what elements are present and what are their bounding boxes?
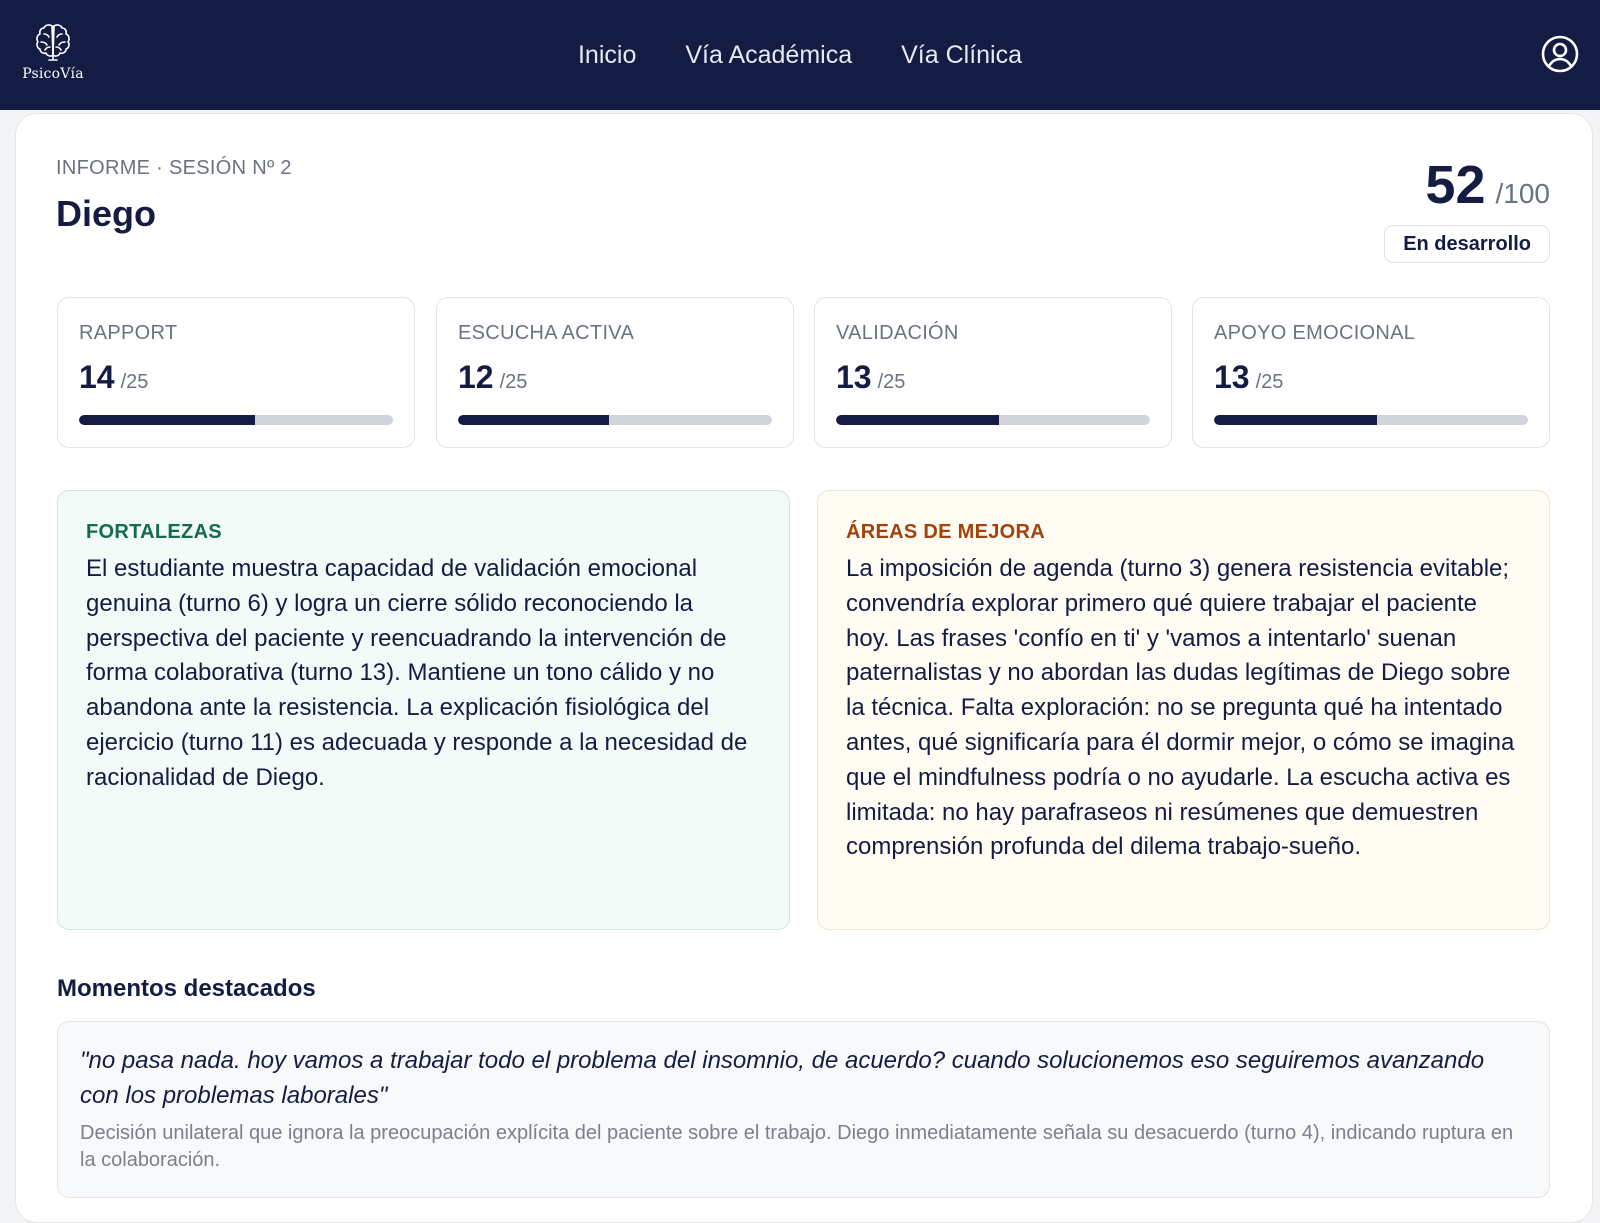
nav-link-via-clinica[interactable]: Vía Clínica <box>901 40 1023 69</box>
highlight-quote: "no pasa nada. hoy vamos a trabajar todo el problema del insomnio, de acuerdo? cuando solucionemos eso seguiremos avanzando con los problemas laborales" <box>80 1047 1485 1109</box>
student-name: Diego <box>56 193 157 234</box>
metric-progress-bar <box>458 415 772 425</box>
highlight-moment-card <box>57 1021 1550 1198</box>
metric-value: 13 <box>836 359 872 395</box>
metric-max: /25 <box>499 371 528 393</box>
nav-link-via-academica[interactable]: Vía Académica <box>685 40 853 69</box>
metric-max: /25 <box>120 371 149 393</box>
main-menu <box>0 0 1600 110</box>
metric-progress-bar <box>1214 415 1528 425</box>
metric-score <box>458 359 527 396</box>
report-eyebrow: INFORME · SESIÓN Nº 2 <box>56 157 292 179</box>
improvements-panel <box>817 490 1550 930</box>
metric-value: 12 <box>458 359 494 395</box>
metric-score <box>1214 359 1283 396</box>
metric-label: APOYO EMOCIONAL <box>1214 322 1416 344</box>
strengths-text: El estudiante muestra capacidad de validación emocional genuina (turno 6) y logra un cierre sólido reconociendo la perspectiva del paciente y reencuadrando la intervención de forma colaborativa (turno 13). Mantiene un tono cálido y no abandona ante la resistencia. La explicación fisiológica del ejercicio (turno 11) es adecuada y responde a la necesidad de racionalidad de Diego. <box>86 555 748 791</box>
metric-card-apoyo-emocional <box>1192 297 1550 448</box>
user-menu-button[interactable] <box>1540 34 1580 74</box>
improvements-text: La imposición de agenda (turno 3) genera resistencia evitable; convendría explorar primero qué quiere trabajar el paciente hoy. Las frases 'confío en ti' y 'vamos a intentarlo' suenan paternalistas y no abordan las dudas legítimas de Diego sobre la técnica. Falta exploración: no se pregunta qué ha intentado antes, qué significaría para él dormir mejor, o cómo se imagina que el mindfulness podría o no ayudarle. La escucha activa es limitada: no hay parafraseos ni resúmenes que demuestren comprensión profunda del dilema trabajo-sueño. <box>846 555 1515 861</box>
metric-score <box>79 359 148 396</box>
top-navigation <box>0 0 1600 110</box>
metric-label: VALIDACIÓN <box>836 322 959 344</box>
metric-max: /25 <box>1255 371 1284 393</box>
metric-value: 14 <box>79 359 115 395</box>
total-score-value: 52 <box>1425 155 1486 215</box>
improvements-title: ÁREAS DE MEJORA <box>846 521 1045 543</box>
metric-progress-fill <box>79 415 255 425</box>
highlight-note: Decisión unilateral que ignora la preocupación explícita del paciente sobre el trabajo. Diego inmediatamente señala su desacuerdo (turno 4), indicando ruptura en la colaboración. <box>80 1121 1514 1171</box>
strengths-panel <box>57 490 790 930</box>
metric-label: RAPPORT <box>79 322 178 344</box>
metric-card-validacion <box>814 297 1172 448</box>
nav-link-inicio[interactable]: Inicio <box>577 40 637 69</box>
metric-card-rapport <box>57 297 415 448</box>
metric-progress-fill <box>836 415 999 425</box>
brand-name: PsicoVía <box>22 66 84 82</box>
metric-card-escucha-activa <box>436 297 794 448</box>
strengths-title: FORTALEZAS <box>86 521 222 543</box>
metric-max: /25 <box>877 371 906 393</box>
total-score-max: /100 <box>1495 178 1550 209</box>
metric-label: ESCUCHA ACTIVA <box>458 322 635 344</box>
metric-progress-fill <box>458 415 609 425</box>
highlights-title: Momentos destacados <box>57 975 316 1002</box>
level-badge: En desarrollo <box>1384 225 1550 263</box>
metric-progress-bar <box>836 415 1150 425</box>
user-circle-icon <box>1540 34 1580 74</box>
metric-score <box>836 359 905 396</box>
metric-value: 13 <box>1214 359 1250 395</box>
total-score <box>1425 155 1550 215</box>
metric-progress-bar <box>79 415 393 425</box>
metric-progress-fill <box>1214 415 1377 425</box>
